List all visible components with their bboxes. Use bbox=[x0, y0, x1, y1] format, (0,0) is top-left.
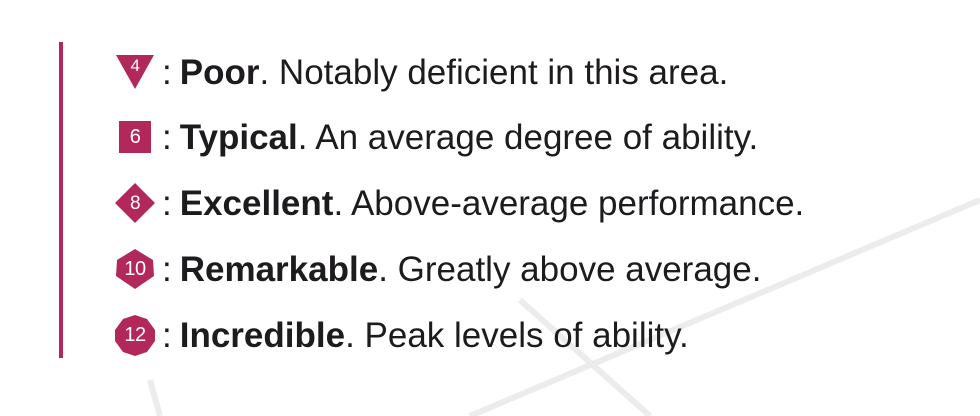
rating-term: Excellent bbox=[179, 183, 334, 223]
separator: : bbox=[162, 52, 172, 92]
d6-square-icon bbox=[112, 114, 158, 160]
separator: : bbox=[162, 183, 172, 223]
separator: : bbox=[162, 117, 172, 157]
rating-term: Incredible bbox=[179, 315, 346, 355]
rating-row-remarkable bbox=[112, 236, 804, 302]
rating-description: . Above-average performance. bbox=[333, 183, 805, 223]
rating-row-excellent bbox=[112, 170, 804, 236]
badge-value: 4 bbox=[130, 55, 140, 75]
d4-triangle-icon bbox=[112, 49, 158, 95]
separator: : bbox=[162, 249, 172, 289]
rating-term: Typical bbox=[179, 117, 298, 157]
rating-term: Poor bbox=[179, 52, 260, 92]
ratings-list bbox=[112, 40, 804, 368]
rating-description: . Notably deficient in this area. bbox=[259, 52, 729, 92]
badge-value: 8 bbox=[129, 192, 141, 214]
d8-diamond-icon bbox=[112, 180, 158, 226]
badge-value: 6 bbox=[129, 126, 141, 148]
d10-kite-icon bbox=[112, 246, 158, 292]
rating-row-poor bbox=[112, 40, 804, 104]
rating-description: . Peak levels of ability. bbox=[345, 315, 689, 355]
badge-value: 10 bbox=[124, 258, 146, 280]
separator: : bbox=[162, 315, 172, 355]
rating-row-incredible bbox=[112, 302, 804, 368]
rating-term: Remarkable bbox=[179, 249, 379, 289]
rating-description: . An average degree of ability. bbox=[297, 117, 759, 157]
accent-rule bbox=[59, 42, 63, 358]
rating-row-typical bbox=[112, 104, 804, 170]
d12-dodecahedron-icon bbox=[112, 312, 158, 358]
rating-description: . Greatly above average. bbox=[378, 249, 762, 289]
badge-value: 12 bbox=[124, 324, 146, 346]
